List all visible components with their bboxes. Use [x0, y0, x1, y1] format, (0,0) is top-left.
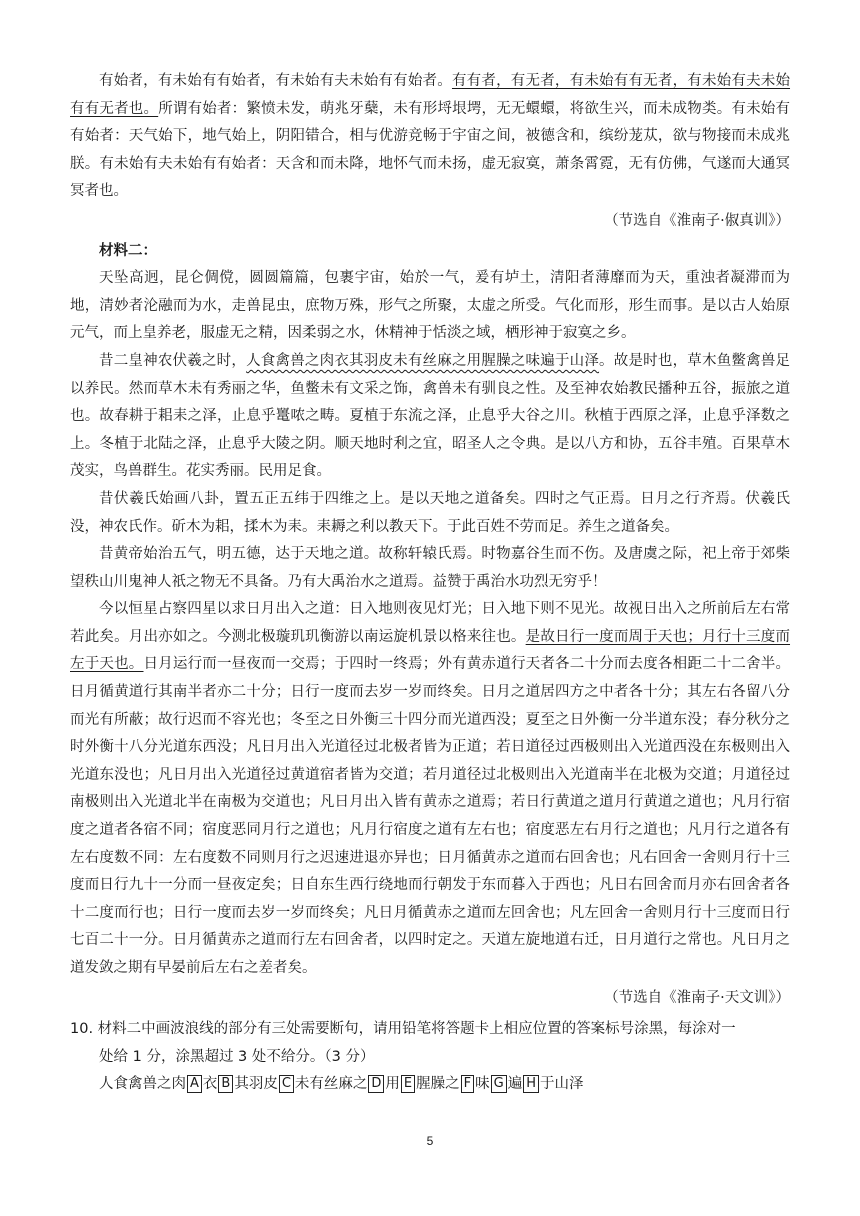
material-two-paragraph-5: 今以恒星占察四星以求日月出入之道：日入地则夜见灯光；日入地下则不见光。故视日出入之所前后左右常若此矣。月出亦如之。今测北极璇玑玑衡游以南运旋机景以格来往也。是故日行一度而周于天也；月行十三度而左于天也。日月运行而一昼夜而一交焉；于四时一终焉；外有黄赤道行天者各二十分而去度各相距二十二舍半。日月循黄道行其南半者亦二十分；日行一度而去岁一岁而终矣。日月之道居四方之中者各十分；其左右各留八分而光有所蔽；故行迟而不容光也；冬至之日外衡三十四分而光道西没；夏至之日外衡一分半道东没；春分秋分之时外衡十八分光道东西没；凡日月出入光道径过北极者皆为正道；若日道径过西极则出入光道西没在东极则出入光道东没也；凡日月出入光道径过黄道宿者皆为交道；若月道径过北极则出入光道南半在北极为交道；月道径过南极则出入光道北半在南极为交道也；凡日月出入皆有黄赤之道焉；若日行黄道之道月行黄道之道也；凡月行宿度之道者各宿不同；宿度恶同月行之道也；凡月行宿度之道有左右也；宿度恶左右月行之道也；凡月行之道各有左右度数不同：左右度数不同则月行之迟速进退亦异也；日月循黄赤之道而右回舍也；凡右回舍一舍则月行十三度而日行九十一分而一昼夜定矣；日自东生西行绕地而行朝发于东而暮入于西也；凡日右回舍而月亦右回舍者各十二度而行也；日行一度而去岁一岁而终矣；凡日月循黄赤之道而左回舍也；凡左回舍一舍则月行十三度而日行七百二十一分。日月循黄赤之道而行左右回舍者，以四时定之。天道左旋地道右迁，日月道行之常也。凡日月之道发敛之期有早晏前后左右之差者矣。 — [70, 601, 791, 976]
underlined-sentence-2: 是故日行一度而周于天也；月行十三度而左于天也。 — [70, 628, 791, 673]
material-two-paragraph-2: 昔二皇神农伏羲之时，人食禽兽之肉衣其羽皮未有丝麻之用腥臊之味遍于山泽。故是时也，草木鱼鳖禽兽足以养民。然而草木未有秀丽之华，鱼鳖未有文采之饰，禽兽未有驯良之性。及至神农始教民播种五谷，振旅之道也。故春耕于耜耒之泽，止息乎鼍哝之畴。夏植于东流之泽，止息乎大谷之川。秋植于西原之泽，止息乎泽数之上。冬植于北陆之泽，止息乎大陵之阴。顺天地时利之宜，昭圣人之令典。是以八方和协，五谷丰殖。百果草木茂实，鸟兽群生。花实秀丽。民用足食。 — [70, 352, 791, 480]
text-segment: 衣 — [202, 1076, 218, 1093]
material-two-heading: 材料二： — [99, 242, 157, 259]
text-segment: 未有丝麻之 — [294, 1076, 368, 1093]
text-segment: 人食禽兽之肉 — [99, 1076, 186, 1093]
option-d-box[interactable]: D — [368, 1075, 384, 1093]
text-segment: 遍 — [507, 1076, 523, 1093]
source-citation-1: （节选自《淮南子·俶真训》） — [604, 212, 790, 229]
option-c-box[interactable]: C — [279, 1075, 294, 1093]
question-10 — [70, 1016, 790, 1071]
text-segment: 于山泽 — [539, 1076, 584, 1093]
source-citation-2: （节选自《淮南子·天文训》） — [604, 989, 790, 1006]
question-text-line-1: 10. 材料二中画波浪线的部分有三处需要断句，请用铅笔将答题卡上相应位置的答案标号涂黑，每涂对一 — [70, 1021, 736, 1038]
option-a-box[interactable]: A — [187, 1075, 202, 1093]
page-number: 5 — [426, 1134, 434, 1148]
document-page — [70, 68, 790, 1099]
material-two-paragraph-1: 天坠高迥，昆仑倜傥，圆圆篇篇，包裹宇宙，始於一气，爰有垆土，清阳者薄靡而为天，重浊者凝滞而为地，清妙者沦融而为水，走兽昆虫，庶物万殊，形气之所聚，太虚之所受。气化而形，形生而事。是以古人始原元气，而上皇养老，服虚无之精，因柔弱之水，休精神于恬淡之域，栖形神于寂寞之乡。 — [70, 270, 790, 342]
material-two-paragraph-4: 昔黄帝始治五气，明五德，达于天地之道。故称轩辕氏焉。时物嘉谷生而不伤。及唐虞之际，祀上帝于郊柴望秩山川鬼神人祇之物无不具备。乃有大禹治水之道焉。益赞于禹治水功烈无穷乎！ — [70, 546, 790, 590]
option-b-box[interactable]: B — [218, 1075, 233, 1093]
underlined-sentence: 有有者，有无者，有未始有有无者，有未始有夫未始有有无者也。 — [70, 73, 791, 117]
text-segment: 腥臊之 — [416, 1076, 460, 1093]
option-h-box[interactable]: H — [523, 1075, 539, 1093]
text-segment: 用 — [385, 1076, 400, 1093]
text-segment: 其羽皮 — [234, 1076, 278, 1093]
question-text-line-2: 处给 1 分，涂黑超过 3 处不给分。（3 分） — [99, 1048, 375, 1065]
material-one-paragraph: 有始者，有未始有有始者，有未始有夫未始有有始者。有有者，有无者，有未始有有无者，有未始有夫未始有有无者也。所谓有始者：繁愤未发，萌兆牙蘖，未有形埒垠堮，无无蠉蠉，将欲生兴，而未成物类。有未始有有始者：天气始下，地气始上，阴阳错合，相与优游竞畅于宇宙之间，被德含和，缤纷茏苁，欲与物接而未成兆朕。有未始有夫未始有有始者：天含和而未降，地怀气而未扬，虚无寂寞，萧条霄霓，无有仿佛，气遂而大通冥冥者也。 — [70, 73, 791, 200]
text-segment: 味 — [475, 1076, 490, 1093]
option-g-box[interactable]: G — [491, 1075, 507, 1093]
answer-options — [70, 1071, 790, 1099]
wavy-underlined-passage: 人食禽兽之肉衣其羽皮未有丝麻之用腥臊之味遍于山泽 — [246, 352, 600, 369]
material-two-paragraph-3: 昔伏羲氏始画八卦，置五正五纬于四维之上。是以天地之道备矣。四时之气正焉。日月之行齐焉。伏羲氏没，神农氏作。斫木为耜，揉木为耒。耒耨之利以教天下。于此百姓不劳而足。养生之道备矣。 — [70, 490, 790, 535]
option-e-box[interactable]: E — [401, 1075, 415, 1093]
option-f-box[interactable]: F — [461, 1075, 474, 1093]
